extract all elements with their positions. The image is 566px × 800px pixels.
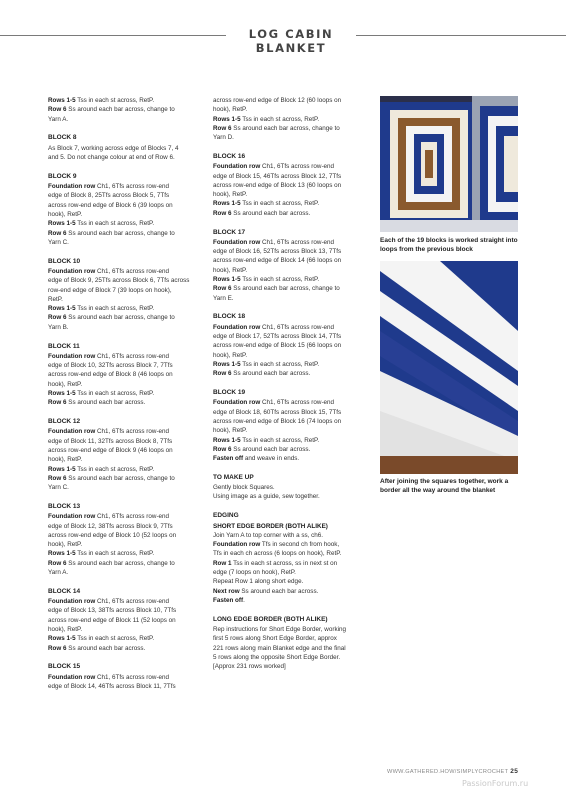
instruction-text: Using image as a guide, sew together. [213,493,320,501]
instruction-line [48,286,198,295]
pattern-block [48,502,198,577]
instruction-label: Row 6 [48,644,67,652]
instruction-text: across row-end edge of Block 12 (60 loops on [213,97,342,104]
instruction-line [213,124,368,133]
photo-caption-1: Each of the 19 blocks is worked straight into loops from the previous block [380,237,518,254]
instruction-label: Row 6 [213,445,232,453]
instruction-text: hook), RetP. [48,380,83,388]
instruction-line [48,682,198,691]
instruction-text: edge of Block 11, 32Tfs across Block 8, 7Tfs [48,437,173,445]
instruction-label: Row 6 [213,285,232,293]
instruction-label: Row 1 [213,559,232,567]
footer-url: WWW.GATHERED.HOW/SIMPLYCROCHET [387,769,509,775]
instruction-line [48,191,198,200]
instruction-text: 221 rows along main Blanket edge and the final [213,644,346,652]
instruction-line [48,370,198,379]
instruction-label: Foundation row [48,183,96,191]
instruction-label: Fasten off [213,455,244,463]
instruction-line [48,144,198,153]
instruction-text: Yarn A. [48,115,69,123]
instruction-text: Tss in each st across, RetP. [240,360,320,368]
instruction-line [213,284,368,293]
instruction-text: Ss around each bar across. [231,445,311,453]
instruction-line [213,256,368,265]
instruction-line [48,597,198,606]
instruction-text: edge of Block 12, 38Tfs across Block 9, 7Tfs [48,522,173,530]
instruction-line [213,454,368,463]
instruction-line [48,276,198,285]
instruction-text: Tfs in second ch from hook, [260,541,340,549]
pattern-block [48,172,198,247]
instruction-line [213,634,368,643]
instruction-text: Ss around each bar across. [231,209,311,217]
instruction-text: across row-end edge of Block 6 (39 loops on [48,201,173,209]
instruction-line [213,522,368,531]
instruction-line [213,559,368,568]
block-heading: BLOCK 12 [48,418,81,426]
instruction-text: hook), RetP. [213,106,248,114]
instruction-text: Ss around each bar across, change to [66,474,175,482]
block-heading: BLOCK 9 [48,172,77,180]
instruction-text: Tss in each st across, RetP. [75,390,155,398]
pattern-block [213,96,368,142]
instruction-line [213,199,368,208]
instruction-line [213,540,368,549]
instruction-line [48,295,198,304]
instruction-text: Ss around each bar across. [231,370,311,378]
instruction-line [48,96,198,105]
block-heading: BLOCK 19 [213,389,246,397]
instruction-text: edge of Block 17, 52Tfs across Block 14, 7Tfs [213,333,342,341]
instruction-text: Yarn B. [48,323,69,331]
blanket-photo-border-detail [380,261,518,474]
instruction-label: Foundation row [48,267,96,275]
instruction-label: Rows 1-5 [213,115,241,123]
instruction-text: hook), RetP. [213,351,248,359]
instruction-text: Ss around each bar across, change to [66,559,175,567]
instruction-label: Rows 1-5 [48,635,76,643]
instruction-text: across row-end edge of Block 16 (74 loops on [213,417,342,425]
instruction-line [48,153,198,162]
instruction-line [213,408,368,417]
instruction-line [48,568,198,577]
instruction-line [213,596,368,605]
block-heading: BLOCK 14 [48,587,81,595]
instruction-text: and weave in ends. [243,455,300,463]
instruction-label: Row 6 [48,559,67,567]
pattern-block [213,388,368,463]
instruction-text: and 5. Do not change colour at end of Row 6. [48,153,175,161]
instruction-line [213,662,368,671]
instruction-line [48,465,198,474]
instruction-text: . [243,596,245,604]
pattern-block [213,473,368,502]
instruction-line [213,549,368,558]
instruction-text: Tss in each st across, RetP. [75,305,155,313]
pattern-block [213,312,368,378]
instruction-line [213,332,368,341]
instruction-line [213,162,368,171]
photo-caption-2: After joining the squares together, work a border all the way around the blanket [380,478,509,495]
instruction-line [213,181,368,190]
instruction-label: Rows 1-5 [48,220,76,228]
instruction-line [48,512,198,521]
instruction-text: edge (7 loops on hook), RetP. [213,569,296,577]
instruction-label: Foundation row [48,352,96,360]
instruction-line [213,445,368,454]
instruction-line [48,437,198,446]
block-heading: EDGING [213,512,239,520]
page-number: 25 [510,768,519,775]
instruction-label: Row 6 [213,209,232,217]
instruction-line [213,247,368,256]
instruction-text: edge of Block 9, 25Tfs across Block 6, 7Tfs across [48,277,190,285]
block-heading: BLOCK 10 [48,257,81,265]
instruction-label: Rows 1-5 [48,465,76,473]
instruction-text: edge of Block 13, 38Tfs across Block 10, 7Tfs [48,607,177,615]
instruction-text: Ss around each bar across. [66,644,146,652]
block-heading: BLOCK 11 [48,342,80,350]
instruction-line [48,115,198,124]
instruction-text: Rep instructions for Short Edge Border, working [213,626,347,634]
instruction-label: Foundation row [213,323,261,331]
instruction-line [48,210,198,219]
instruction-text: Ch1, 6Tfs across row-end [95,598,170,606]
instruction-line [213,653,368,662]
block-heading: BLOCK 8 [48,134,77,142]
header-rule-left [0,35,226,36]
instruction-text: Repeat Row 1 along short edge. [213,578,304,586]
pattern-block [48,587,198,653]
instruction-line [213,275,368,284]
instruction-label: Rows 1-5 [213,360,241,368]
block-heading: BLOCK 18 [213,313,246,321]
instruction-line [48,673,198,682]
instruction-line [213,369,368,378]
instruction-line [213,587,368,596]
instruction-text: Ch1, 6Tfs across row-end [260,238,335,246]
pattern-block [48,96,198,124]
instruction-line [213,266,368,275]
instruction-line [48,625,198,634]
instruction-label: Rows 1-5 [48,390,76,398]
instruction-line [213,172,368,181]
instruction-line [213,190,368,199]
instruction-label: Row 6 [213,124,232,132]
instruction-text: As Block 7, working across edge of Blocks 7, 4 [48,144,179,152]
pattern-column-1 [48,96,198,701]
instruction-line [48,446,198,455]
instruction-text: Tss in each st across, ss in next st on [231,559,338,567]
instruction-label: Row 6 [48,474,67,482]
instruction-text: edge of Block 10, 32Tfs across Block 7, 7Tfs [48,362,173,370]
instruction-line [213,531,368,540]
instruction-text: Tss in each st across, RetP. [75,465,155,473]
pattern-block [213,615,368,672]
instruction-line [213,209,368,218]
instruction-line [213,360,368,369]
instruction-text: Ch1, 6Tfs across row-end [260,163,335,171]
instruction-text: edge of Block 15, 46Tfs across Block 12, 7Tfs [213,172,342,180]
instruction-line [213,483,368,492]
instruction-text: Ss around each bar across. [239,587,319,595]
block-heading: BLOCK 13 [48,502,81,510]
block-heading: BLOCK 15 [48,663,81,671]
instruction-text: across row-end edge of Block 15 (66 loops on [213,342,342,350]
instruction-text: hook), RetP. [48,456,83,464]
instruction-line [48,398,198,407]
instruction-line [48,559,198,568]
instruction-text: Ss around each bar across, change to [66,229,175,237]
instruction-label: Foundation row [48,598,96,606]
instruction-line [213,323,368,332]
instruction-label: Foundation row [48,428,96,436]
instruction-line [48,304,198,313]
instruction-label: Rows 1-5 [213,200,241,208]
instruction-text: Tss in each st across, RetP. [240,200,320,208]
instruction-line [213,436,368,445]
instruction-label: SHORT EDGE BORDER (BOTH ALIKE) [213,522,328,530]
instruction-line [48,644,198,653]
instruction-line [213,568,368,577]
instruction-line [48,201,198,210]
instruction-text: across row-end edge of Block 10 (52 loops on [48,531,177,539]
instruction-text: Tss in each st across, RetP. [75,635,155,643]
watermark: PassionForum.ru [462,779,529,788]
instruction-text: Yarn A. [48,569,69,577]
pattern-block [48,257,198,332]
instruction-line [48,182,198,191]
instruction-label: Rows 1-5 [213,276,241,284]
instruction-text: edge of Block 14, 46Tfs across Block 11, 7Tfs [48,683,176,691]
instruction-line [48,540,198,549]
instruction-line [213,294,368,303]
instruction-line [213,625,368,634]
instruction-text: Ch1, 6Tfs across row-end [95,352,170,360]
instruction-text: Ch1, 6Tfs across row-end [95,513,170,521]
instruction-text: Ch1, 6Tfs across row-end [95,183,170,191]
instruction-line [213,398,368,407]
instruction-line [48,238,198,247]
instruction-line [213,492,368,501]
instruction-text: hook), RetP. [213,427,248,435]
instruction-line [213,417,368,426]
instruction-text: Join Yarn A to top corner with a ss, ch6. [213,531,324,539]
instruction-label: Row 6 [48,399,67,407]
instruction-text: Ss around each bar across, change to [231,124,340,132]
instruction-text: hook), RetP. [48,210,83,218]
instruction-line [48,352,198,361]
instruction-line [213,115,368,124]
pattern-block [48,417,198,492]
instruction-text: Tss in each st across, RetP. [240,436,320,444]
instruction-text: Ss around each bar across, change to [231,285,340,293]
instruction-line [48,606,198,615]
instruction-text: Ss around each bar across, change to [66,314,175,322]
block-heading: BLOCK 16 [213,152,246,160]
instruction-text: Ch1, 6Tfs across row-end [95,267,170,275]
instruction-line [48,616,198,625]
instruction-text: Ch1, 6Tfs across row-end [260,399,335,407]
instruction-label: Foundation row [213,238,261,246]
instruction-text: 5 rows along the opposite Short Edge Border. [213,653,341,661]
instruction-text: Tss in each st across, RetP. [240,276,320,284]
instruction-text: first 5 rows along Short Edge Border, approx [213,635,337,643]
instruction-line [48,361,198,370]
instruction-text: hook), RetP. [213,191,248,199]
instruction-line [48,531,198,540]
instruction-text: RetP. [48,295,63,303]
instruction-line [48,389,198,398]
instruction-line [213,351,368,360]
instruction-text: Ss around each bar across. [66,399,146,407]
instruction-text: edge of Block 16, 52Tfs across Block 13, 7Tfs [213,248,342,256]
instruction-line [48,474,198,483]
instruction-line [48,323,198,332]
instruction-text: hook), RetP. [48,626,83,634]
instruction-line [213,577,368,586]
instruction-text: Ss around each bar across, change to [66,106,175,114]
instruction-text: across row-end edge of Block 14 (66 loops on [213,257,342,265]
instruction-text: Yarn C. [48,238,69,246]
instruction-text: Tss in each st across, RetP. [75,220,155,228]
instruction-line [48,267,198,276]
instruction-line [213,96,368,105]
block-heading: TO MAKE UP [213,473,254,481]
instruction-text: Yarn C. [48,484,69,492]
instruction-label: Rows 1-5 [48,97,76,104]
instruction-line [48,549,198,558]
instruction-label: Row 6 [48,106,67,114]
instruction-label: Rows 1-5 [213,436,241,444]
instruction-line [48,427,198,436]
instruction-text: Ch1, 6Tfs across row-end [95,428,170,436]
instruction-text: Tss in each st across, RetP. [75,97,155,104]
pattern-block [48,133,198,162]
instruction-label: Row 6 [213,370,232,378]
instruction-line [48,455,198,464]
instruction-line [213,238,368,247]
instruction-text: Yarn D. [213,134,234,142]
instruction-line [48,313,198,322]
page-header-title: LOG CABIN BLANKET [248,27,334,55]
instruction-text: across row-end edge of Block 11 (52 loops on [48,616,176,624]
instruction-line [48,483,198,492]
instruction-line [213,644,368,653]
instruction-label: Foundation row [48,513,96,521]
pattern-block [48,342,198,408]
instruction-line [213,341,368,350]
instruction-label: Row 6 [48,229,67,237]
instruction-text: hook), RetP. [213,266,248,274]
instruction-label: Rows 1-5 [48,305,76,313]
block-heading: LONG EDGE BORDER (BOTH ALIKE) [213,615,328,623]
instruction-text: Ch1, 6Tfs across row-end [95,673,170,681]
instruction-label: Next row [213,587,240,595]
instruction-line [48,219,198,228]
instruction-text: Tss in each st across, RetP. [75,550,155,558]
instruction-label: Foundation row [213,541,261,549]
instruction-text: across row-end edge of Block 8 (46 loops on [48,371,173,379]
instruction-label: Foundation row [48,673,96,681]
header-rule-right [356,35,566,36]
instruction-text: edge of Block 18, 60Tfs across Block 15, 7Tfs [213,408,342,416]
instruction-text: [Approx 231 rows worked] [213,663,286,671]
pattern-block [48,662,198,691]
instruction-line [48,634,198,643]
instruction-label: Rows 1-5 [48,550,76,558]
pattern-block [213,228,368,303]
pattern-column-2 [213,96,368,681]
instruction-label: Row 6 [48,314,67,322]
instruction-line [213,426,368,435]
instruction-label: Foundation row [213,163,261,171]
instruction-label: Fasten off [213,596,244,604]
instruction-text: edge of Block 8, 25Tfs across Block 5, 7Tfs [48,192,170,200]
instruction-text: row-end edge of Block 7 (39 loops on hook), [48,286,172,294]
instruction-line [48,522,198,531]
blanket-photo-overview [380,96,518,232]
instruction-text: Ch1, 6Tfs across row-end [260,323,335,331]
instruction-line [213,105,368,114]
instruction-line [48,105,198,114]
instruction-text: across row-end edge of Block 13 (60 loops on [213,181,342,189]
page-footer [387,768,518,775]
instruction-text: hook), RetP. [48,541,83,549]
instruction-text: Gently block Squares. [213,484,275,492]
instruction-line [48,380,198,389]
pattern-block [213,511,368,605]
instruction-line [48,229,198,238]
instruction-text: Tfs in each ch across (6 loops on hook), RetP. [213,550,342,558]
pattern-block [213,152,368,218]
block-heading: BLOCK 17 [213,228,246,236]
instruction-line [213,133,368,142]
instruction-text: Tss in each st across, RetP. [240,115,320,123]
instruction-text: Yarn E. [213,294,234,302]
instruction-text: across row-end edge of Block 9 (46 loops on [48,447,173,454]
instruction-label: Foundation row [213,399,261,407]
